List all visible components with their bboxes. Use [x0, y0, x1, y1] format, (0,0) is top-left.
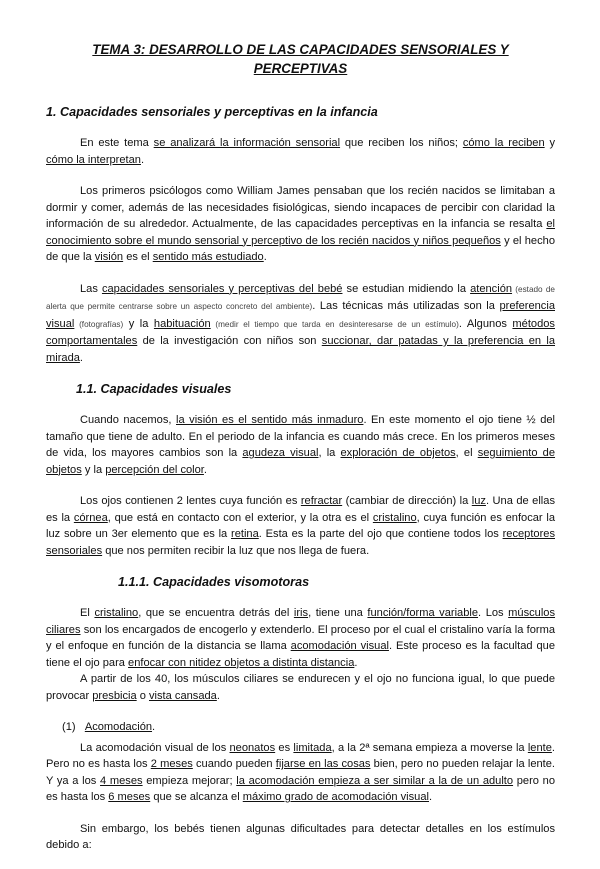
section-1-1-1-paragraph-2: A partir de los 40, los músculos ciliares se endurecen y el ojo no funciona igual, lo que puede provocar presbicia o vista cansada.: [46, 673, 555, 702]
section-1-1-1-paragraph-3: La acomodación visual de los neonatos es limitada, a la 2ª semana empieza a moverse la lente. Pero no es hasta los 2 meses cuando pueden fijarse en las cosas bien, pero no pueden relajar la lente. Y ya a los 4 meses empieza mejorar; la acomodación empieza a ser similar a la de un adulto pero no es hasta los 6 meses que se alcanza el máximo grado de acomodación visual.: [46, 741, 556, 803]
section-1-1-1-paragraph-4: Sin embargo, los bebés tienen algunas dificultades para detectar detalles en los estímulos debido a:: [46, 822, 555, 851]
enumerated-item-acomodacion: (1) Acomodación.: [62, 721, 156, 733]
section-1-paragraph-1: En este tema se analizará la información sensorial que reciben los niños; cómo la reciben y cómo la interpretan.: [46, 137, 556, 166]
section-1-paragraph-3: Las capacidades sensoriales y perceptivas del bebé se estudian midiendo la atención (estado de alerta que permite centrarse sobre un aspecto concreto del ambiente). Las técnicas más utilizadas son la preferencia visual (fotografías) y la habituación (medir el tiempo que tarda en desinteresarse de un estímulo). Algunos métodos comportamentales de la investigación con niños son succionar, dar patadas y la preferencia en la mirada.: [46, 282, 555, 364]
document-title: [46, 40, 555, 78]
title-line-2: PERCEPTIVAS: [253, 61, 348, 76]
enum-label: Acomodación: [84, 721, 153, 733]
enum-number: (1): [62, 721, 76, 733]
section-1-1-heading: 1.1. Capacidades visuales: [76, 382, 232, 396]
section-1-1-paragraph-2: Los ojos contienen 2 lentes cuya función es refractar (cambiar de dirección) la luz. Una de ellas es la córnea, que está en contacto con el exterior, y la otra es el cristalino, cuya función es enfocar la luz sobre un 3er elemento que es la retina. Esta es la parte del ojo que contiene todos los receptores sensoriales que nos permiten recibir la luz que nos llega de fuera.: [46, 495, 556, 557]
document-page: [46, 40, 555, 869]
section-1-paragraph-2: Los primeros psicólogos como William James pensaban que los recién nacidos se limitaban a dormir y comer, además de las necesidades fisiológicas, siendo incapaces de percibir con claridad la información de su alrededor. Actualmente, de las capacidades perceptivas en la infancia se resalta el conocimiento sobre el mundo sensorial y perceptivo de los recién nacidos y niños pequeños y el hecho de que la visión es el sentido más estudiado.: [46, 185, 555, 263]
title-line-1: TEMA 3: DESARROLLO DE LAS CAPACIDADES SENSORIALES Y: [92, 42, 509, 57]
section-1-heading: 1. Capacidades sensoriales y perceptivas en la infancia: [46, 105, 378, 119]
section-1-1-paragraph-1: Cuando nacemos, la visión es el sentido más inmaduro. En este momento el ojo tiene ½ del tamaño que tiene de adulto. En el periodo de la infancia es cuando más crece. En los primeros meses de vida, los mayores cambios son la agudeza visual, la exploración de objetos, el seguimiento de objetos y la percepción del color.: [46, 414, 556, 476]
section-1-1-1-heading: 1.1.1. Capacidades visomotoras: [118, 575, 310, 589]
section-1-1-1-paragraph-1: El cristalino, que se encuentra detrás del iris, tiene una función/forma variable. Los músculos ciliares son los encargados de encogerlo y extenderlo. El proceso por el cual el cristalino varía la forma y el enfoque en función de la distancia se llama acomodación visual. Este proceso es la facultad que tiene el ojo para enfocar con nitidez objetos a distinta distancia.: [46, 607, 556, 669]
